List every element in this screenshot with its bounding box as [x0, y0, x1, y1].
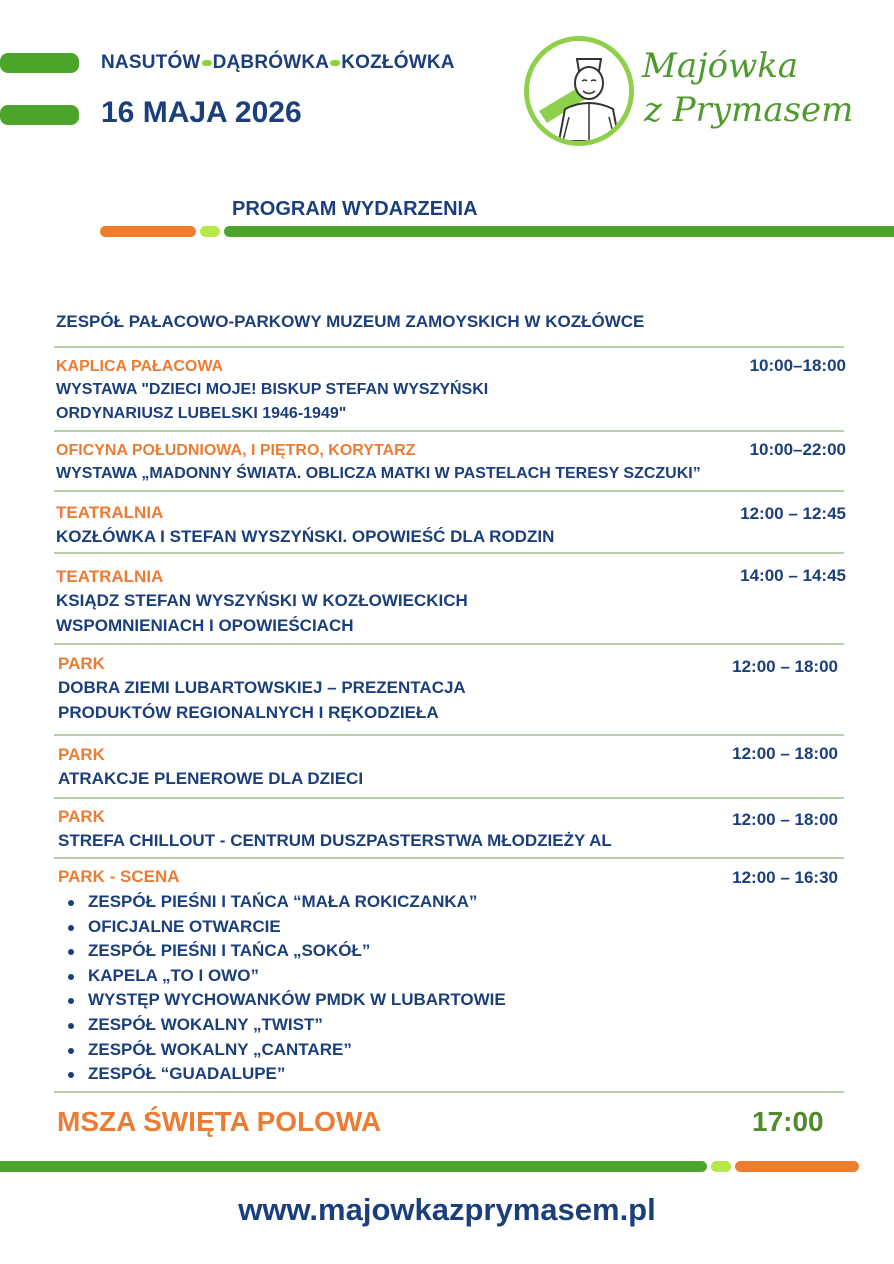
location-3: KOZŁÓWKA: [341, 52, 455, 73]
location-2: DĄBRÓWKA: [212, 52, 330, 73]
footer-bar-dot: [711, 1161, 731, 1172]
stage-program-list: [58, 890, 838, 1087]
mass-label: MSZA ŚWIĘTA POLOWA: [57, 1106, 382, 1137]
divider: [54, 552, 844, 554]
separator-dot: [330, 60, 340, 66]
divider: [54, 643, 844, 645]
event-time: 10:00–18:00: [749, 356, 846, 375]
list-item: WYSTĘP WYCHOWANKÓW PMDK W LUBARTOWIE: [58, 988, 838, 1013]
event-location: OFICYNA POŁUDNIOWA, I PIĘTRO, KORYTARZ: [56, 442, 416, 459]
stage-row: [58, 866, 838, 1087]
venue-heading: ZESPÓŁ PAŁACOWO-PARKOWY MUZEUM ZAMOYSKICH W KOZŁÓWCE: [56, 312, 645, 331]
program-title: PROGRAM WYDARZENIA: [232, 198, 478, 220]
list-item: KAPELA „TO I OWO”: [58, 964, 838, 989]
event-row: [58, 653, 838, 725]
event-description: WYSTAWA „MADONNY ŚWIATA. OBLICZA MATKI W PASTELACH TERESY SZCZUKI”: [56, 465, 701, 482]
event-time: 12:00 – 18:00: [732, 810, 838, 829]
separator-dot: [202, 60, 212, 66]
event-description: STREFA CHILLOUT - CENTRUM DUSZPASTERSTWA MŁODZIEŻY AL: [58, 831, 612, 850]
event-row: [58, 806, 838, 853]
list-item: OFICJALNE OTWARCIE: [58, 915, 838, 940]
event-description: DOBRA ZIEMI LUBARTOWSKIEJ – PREZENTACJA: [58, 678, 466, 697]
divider: [54, 857, 844, 859]
event-row: [56, 566, 846, 638]
logo-title-line1: Majówka: [642, 46, 799, 86]
event-location: TEATRALNIA: [56, 503, 164, 522]
event-description: WSPOMNIENIACH I OPOWIEŚCIACH: [56, 616, 354, 635]
event-time: 12:00 – 12:45: [740, 504, 846, 523]
event-description: KSIĄDZ STEFAN WYSZYŃSKI W KOZŁOWIECKICH: [56, 591, 468, 610]
stage-location: PARK - SCENA: [58, 867, 180, 886]
divider: [54, 430, 844, 432]
list-item: ZESPÓŁ PIEŚNI I TAŃCA „SOKÓŁ”: [58, 939, 838, 964]
header-bar-bottom: [0, 105, 79, 125]
event-description: ATRAKCJE PLENEROWE DLA DZIECI: [58, 769, 364, 788]
event-time: 10:00–22:00: [749, 440, 846, 459]
event-row: [56, 356, 846, 426]
event-description: WYSTAWA "DZIECI MOJE! BISKUP STEFAN WYSZYŃSKI: [56, 381, 489, 398]
event-time: 12:00 – 18:00: [732, 657, 838, 676]
event-location: PARK: [58, 807, 105, 826]
event-time: 14:00 – 14:45: [740, 566, 846, 585]
divider: [54, 490, 844, 492]
title-bar-orange: [100, 226, 196, 237]
list-item: ZESPÓŁ PIEŚNI I TAŃCA “MAŁA ROKICZANKA”: [58, 890, 838, 915]
event-location: PARK: [58, 745, 105, 764]
event-description: ORDYNARIUSZ LUBELSKI 1946-1949": [56, 405, 347, 422]
divider: [54, 797, 844, 799]
list-item: ZESPÓŁ WOKALNY „TWIST”: [58, 1013, 838, 1038]
logo-title: [642, 44, 853, 132]
location-1: NASUTÓW: [101, 52, 201, 73]
stage-time: 12:00 – 16:30: [732, 868, 838, 887]
list-item: ZESPÓŁ WOKALNY „CANTARE”: [58, 1038, 838, 1063]
logo-portrait-icon: [524, 36, 634, 146]
footer-bar-orange: [735, 1161, 859, 1172]
event-description: KOZŁÓWKA I STEFAN WYSZYŃSKI. OPOWIEŚĆ DLA RODZIN: [56, 527, 555, 546]
divider: [54, 1091, 844, 1093]
website-link[interactable]: www.majowkazprymasem.pl: [238, 1192, 656, 1227]
event-description: PRODUKTÓW REGIONALNYCH I RĘKODZIEŁA: [58, 703, 439, 722]
event-row: [56, 502, 846, 549]
locations-line: [101, 52, 455, 74]
logo-title-line2: z Prymasem: [644, 90, 854, 130]
divider: [54, 346, 844, 348]
event-location: PARK: [58, 654, 105, 673]
header-bar-top: [0, 53, 79, 73]
footer-bar-green: [0, 1161, 707, 1172]
event-location: KAPLICA PAŁACOWA: [56, 358, 224, 375]
event-row: [58, 744, 838, 791]
event-date: 16 MAJA 2026: [101, 96, 302, 129]
event-row: [56, 440, 846, 486]
title-bar-green: [224, 226, 894, 237]
event-location: TEATRALNIA: [56, 567, 164, 586]
mass-time: 17:00: [752, 1106, 824, 1137]
title-bar-dot: [200, 226, 220, 237]
divider: [54, 734, 844, 736]
list-item: ZESPÓŁ “GUADALUPE”: [58, 1062, 838, 1087]
event-time: 12:00 – 18:00: [732, 744, 838, 763]
